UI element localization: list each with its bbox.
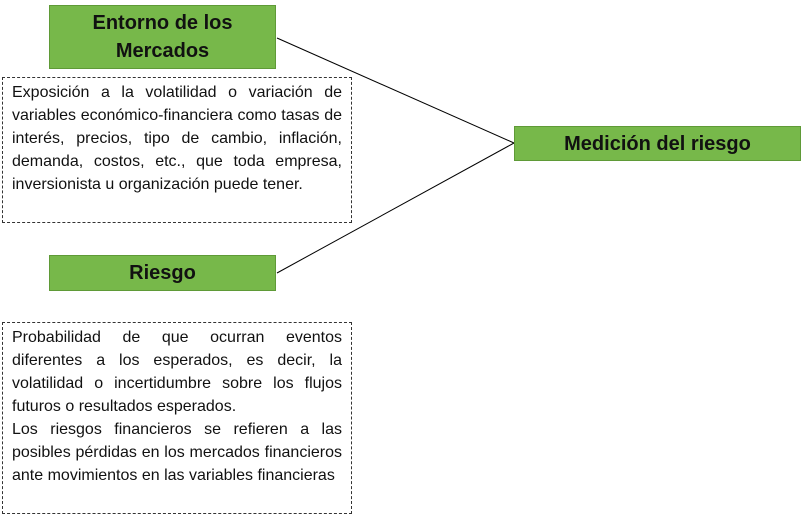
riesgo-description-paragraph-1: Probabilidad de que ocurran eventos diferentes a los esperados, es decir, la volatilidad o incertidumbre sobre los flujos futuros o resultados esperados. <box>12 329 342 415</box>
entorno-mercados-label: Entorno de los Mercados <box>92 12 233 62</box>
medicion-riesgo-box <box>514 126 801 161</box>
entorno-description-text: Exposición a la volatilidad o variación de variables económico-financiera como tasas de interés, precios, tipo de cambio, inflación, demanda, costos, etc., que toda empresa, inversionista u organización puede tener. <box>12 84 342 193</box>
entorno-mercados-box <box>49 5 276 69</box>
riesgo-description-paragraph-2: Los riesgos financieros se refieren a las posibles pérdidas en los mercados financieros ante movimientos en las variables financieras <box>12 421 342 484</box>
riesgo-label: Riesgo <box>129 262 196 284</box>
entorno-description-note <box>2 77 352 223</box>
medicion-riesgo-label: Medición del riesgo <box>564 132 751 155</box>
riesgo-box <box>49 255 276 291</box>
riesgo-description-note <box>2 322 352 514</box>
